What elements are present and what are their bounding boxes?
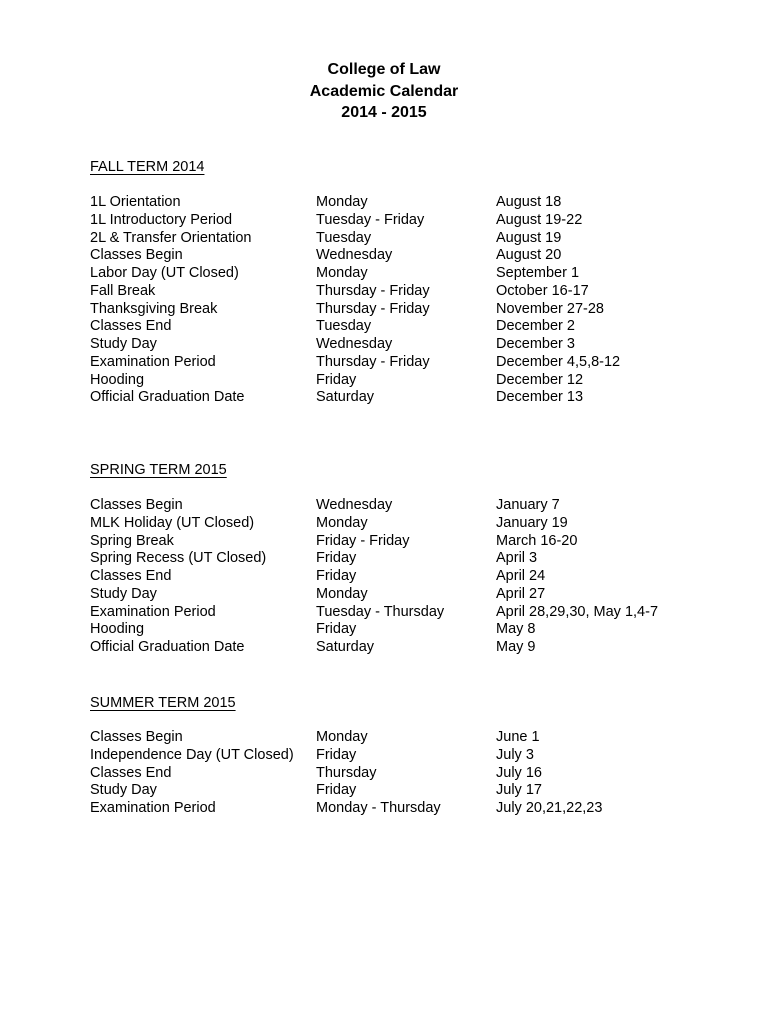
date-cell: December 2 <box>496 318 575 335</box>
calendar-row <box>90 729 730 747</box>
event-cell: Study Day <box>90 336 157 352</box>
event-cell: Classes Begin <box>90 497 183 513</box>
event-cell: Independence Day (UT Closed) <box>90 746 294 763</box>
day-cell: Thursday <box>316 764 377 781</box>
event-cell: Hooding <box>90 621 145 638</box>
event-cell: Hooding <box>90 371 145 388</box>
calendar-row <box>90 621 730 639</box>
calendar-row <box>90 230 730 248</box>
document-title <box>0 59 768 124</box>
day-cell: Thursday - Friday <box>316 353 430 370</box>
day-cell: Wednesday <box>316 247 393 264</box>
day-cell: Saturday <box>316 639 375 655</box>
date-cell: November 27-28 <box>496 300 604 317</box>
calendar-row <box>90 372 730 390</box>
date-cell: March 16-20 <box>496 532 578 549</box>
date-cell: July 17 <box>496 782 542 799</box>
date-cell: July 20,21,22,23 <box>496 800 603 816</box>
day-cell: Saturday <box>316 389 375 406</box>
event-cell: Classes End <box>90 764 172 781</box>
date-cell: August 19 <box>496 229 562 246</box>
event-cell: Spring Recess (UT Closed) <box>90 550 267 567</box>
calendar-row <box>90 194 730 212</box>
day-cell: Thursday - Friday <box>316 282 430 299</box>
day-cell: Monday <box>316 514 368 531</box>
day-cell: Tuesday - Thursday <box>316 603 445 620</box>
calendar-row <box>90 550 730 568</box>
date-cell: December 4,5,8-12 <box>496 353 621 370</box>
date-cell: August 19-22 <box>496 211 583 228</box>
title-line-1: College of Law <box>327 61 441 78</box>
day-cell: Friday <box>316 371 357 388</box>
event-cell: 1L Introductory Period <box>90 211 233 228</box>
day-cell: Friday <box>316 782 357 799</box>
calendar-row <box>90 301 730 319</box>
calendar-row <box>90 497 730 515</box>
event-cell: Classes End <box>90 318 172 335</box>
title-line-3: 2014 - 2015 <box>341 104 427 121</box>
event-cell: Classes End <box>90 568 172 584</box>
event-cell: Spring Break <box>90 532 174 549</box>
event-cell: Examination Period <box>90 800 216 816</box>
calendar-row <box>90 765 730 783</box>
day-cell: Tuesday <box>316 318 372 335</box>
event-cell: 1L Orientation <box>90 194 181 210</box>
calendar-row <box>90 212 730 230</box>
calendar-row <box>90 782 730 800</box>
date-cell: April 27 <box>496 585 546 602</box>
day-cell: Tuesday <box>316 229 372 246</box>
summer-term-heading: SUMMER TERM 2015 <box>90 695 236 711</box>
date-cell: December 12 <box>496 371 584 388</box>
date-cell: April 24 <box>496 568 546 584</box>
spring-term-heading: SPRING TERM 2015 <box>90 462 227 478</box>
date-cell: August 18 <box>496 194 562 210</box>
event-cell: Study Day <box>90 585 157 602</box>
calendar-row <box>90 265 730 283</box>
day-cell: Tuesday - Friday <box>316 211 425 228</box>
date-cell: April 3 <box>496 550 538 567</box>
event-cell: Classes Begin <box>90 247 183 264</box>
event-cell: Labor Day (UT Closed) <box>90 265 239 281</box>
calendar-row <box>90 639 730 657</box>
calendar-row <box>90 283 730 301</box>
date-cell: July 3 <box>496 746 534 763</box>
event-cell: 2L & Transfer Orientation <box>90 229 252 246</box>
calendar-row <box>90 747 730 765</box>
date-cell: December 13 <box>496 389 584 406</box>
event-cell: Classes Begin <box>90 729 183 745</box>
event-cell: Examination Period <box>90 353 216 370</box>
day-cell: Friday <box>316 746 357 763</box>
date-cell: July 16 <box>496 764 542 781</box>
title-line-2: Academic Calendar <box>309 82 459 100</box>
calendar-row <box>90 318 730 336</box>
event-cell: MLK Holiday (UT Closed) <box>90 514 255 531</box>
date-cell: October 16-17 <box>496 282 589 299</box>
day-cell: Friday - Friday <box>316 532 410 549</box>
calendar-row <box>90 800 730 818</box>
calendar-row <box>90 568 730 586</box>
day-cell: Monday - Thursday <box>316 800 441 816</box>
calendar-row <box>90 247 730 265</box>
day-cell: Monday <box>316 585 368 602</box>
date-cell: June 1 <box>496 729 540 745</box>
date-cell: September 1 <box>496 265 580 281</box>
day-cell: Wednesday <box>316 497 393 513</box>
day-cell: Wednesday <box>316 336 393 352</box>
date-cell: December 3 <box>496 336 575 352</box>
day-cell: Monday <box>316 194 368 210</box>
event-cell: Fall Break <box>90 282 156 299</box>
day-cell: Friday <box>316 621 357 638</box>
calendar-row <box>90 354 730 372</box>
summer-term-table <box>90 729 730 818</box>
day-cell: Monday <box>316 265 368 281</box>
event-cell: Study Day <box>90 782 157 799</box>
calendar-row <box>90 604 730 622</box>
day-cell: Thursday - Friday <box>316 300 430 317</box>
date-cell: May 8 <box>496 621 536 638</box>
date-cell: January 7 <box>496 497 560 513</box>
calendar-row <box>90 533 730 551</box>
day-cell: Monday <box>316 729 368 745</box>
event-cell: Examination Period <box>90 603 216 620</box>
event-cell: Official Graduation Date <box>90 389 245 406</box>
date-cell: August 20 <box>496 247 562 264</box>
calendar-row <box>90 336 730 354</box>
fall-term-heading: FALL TERM 2014 <box>90 159 205 175</box>
day-cell: Friday <box>316 550 357 567</box>
fall-term-table <box>90 194 730 407</box>
event-cell: Official Graduation Date <box>90 639 245 655</box>
date-cell: April 28,29,30, May 1,4-7 <box>496 603 659 620</box>
date-cell: May 9 <box>496 639 536 655</box>
calendar-row <box>90 389 730 407</box>
date-cell: January 19 <box>496 514 568 531</box>
event-cell: Thanksgiving Break <box>90 300 218 317</box>
spring-term-table <box>90 497 730 657</box>
day-cell: Friday <box>316 568 357 584</box>
calendar-row <box>90 515 730 533</box>
calendar-row <box>90 586 730 604</box>
